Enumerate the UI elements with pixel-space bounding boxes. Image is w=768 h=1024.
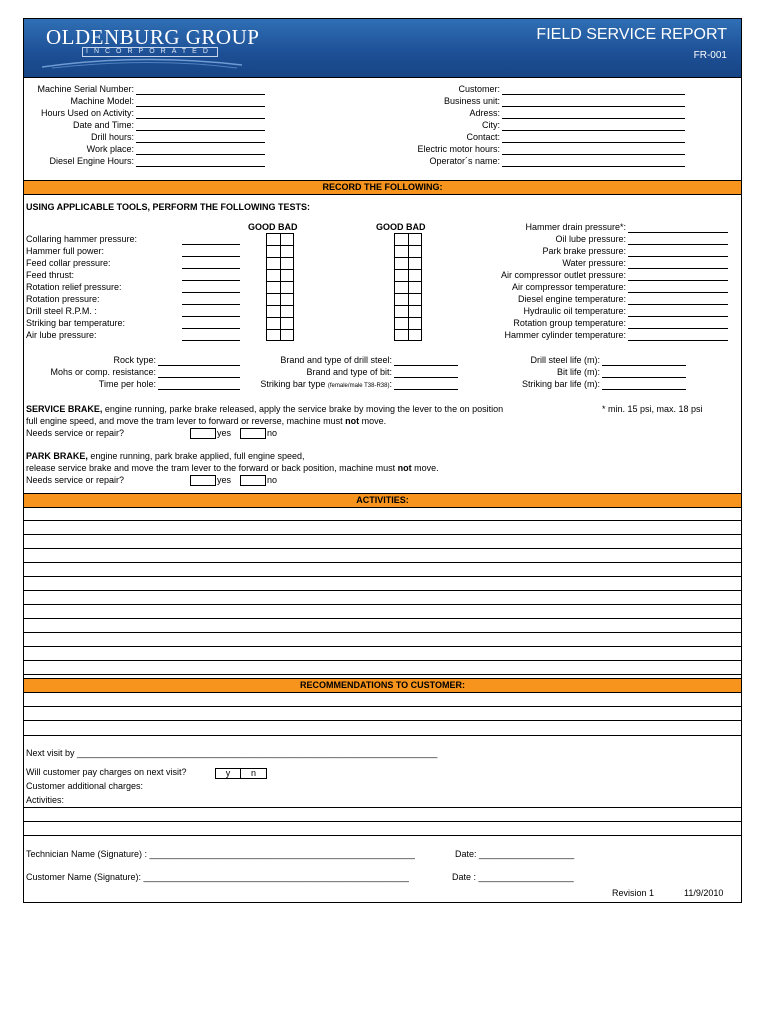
bit-brand-field[interactable] <box>394 377 458 378</box>
test-label: Hammer full power: <box>26 246 105 256</box>
test-label: Air compressor outlet pressure: <box>500 270 626 280</box>
field-label: Drill hours: <box>90 132 134 142</box>
pay-charges-yes-checkbox[interactable]: y <box>215 768 241 779</box>
test-value-field[interactable] <box>182 328 240 329</box>
date-time-field[interactable] <box>136 130 265 131</box>
no-label: no <box>267 475 278 485</box>
test-value-field[interactable] <box>182 268 240 269</box>
field-label: Brand and type of bit: <box>306 367 392 377</box>
field-label: Time per hole: <box>98 379 156 389</box>
form-code: FR-001 <box>693 50 727 61</box>
service-brake-yes-checkbox[interactable] <box>190 428 216 439</box>
striking-bar-type-label: Striking bar type (female/male T38-R38): <box>260 379 392 389</box>
test-value-field[interactable] <box>628 268 728 269</box>
test-value-field[interactable] <box>628 316 728 317</box>
field-label: Contact: <box>466 132 500 142</box>
field-label: Striking bar life (m): <box>521 379 600 389</box>
business-unit-field[interactable] <box>502 106 685 107</box>
field-label: Mohs or comp. resistance: <box>50 367 156 377</box>
no-label: no <box>267 428 278 438</box>
company-logo: OLDENBURG GROUP <box>46 25 260 49</box>
field-label: Adress: <box>469 108 500 118</box>
yes-label: yes <box>217 428 232 438</box>
section-recommendations: RECOMMENDATIONS TO CUSTOMER: <box>24 678 741 693</box>
test-value-field[interactable] <box>628 328 728 329</box>
test-label: Hydraulic oil temperature: <box>523 306 626 316</box>
address-field[interactable] <box>502 118 685 119</box>
park-brake-question: Needs service or repair? <box>26 475 125 485</box>
electric-motor-hours-field[interactable] <box>502 154 685 155</box>
field-label: Hours Used on Activity: <box>40 108 134 118</box>
test-label: Feed thrust: <box>26 270 75 280</box>
field-label: Rock type: <box>113 355 156 365</box>
field-label: Customer: <box>458 84 500 94</box>
operator-name-field[interactable] <box>502 166 685 167</box>
park-brake-no-checkbox[interactable] <box>240 475 266 486</box>
test-value-field[interactable] <box>628 280 728 281</box>
field-label: City: <box>482 120 500 130</box>
service-brake-line2: full engine speed, and move the tram lever to forward or reverse, machine must not move. <box>26 416 387 426</box>
good-bad-checkbox-grid[interactable] <box>394 233 422 341</box>
customer-signature-field[interactable]: Customer Name (Signature): _____________________________________________________ <box>26 872 409 882</box>
test-value-field[interactable] <box>182 304 240 305</box>
diesel-hours-field[interactable] <box>136 166 265 167</box>
test-value-field[interactable] <box>628 292 728 293</box>
pay-charges-question: Will customer pay charges on next visit? <box>26 767 187 777</box>
work-place-field[interactable] <box>136 154 265 155</box>
pay-charges-no-checkbox[interactable]: n <box>240 768 267 779</box>
drill-steel-brand-field[interactable] <box>394 365 458 366</box>
good-bad-header: GOOD BAD <box>376 222 426 232</box>
field-label: Machine Serial Number: <box>37 84 134 94</box>
field-service-report-form <box>23 18 742 903</box>
tests-heading: USING APPLICABLE TOOLS, PERFORM THE FOLLOWING TESTS: <box>26 202 311 212</box>
machine-model-field[interactable] <box>136 106 265 107</box>
technician-signature-field[interactable]: Technician Name (Signature) : _____________________________________________________ <box>26 849 415 859</box>
followup-activities-label: Activities: <box>26 795 65 805</box>
test-label: Rotation group temperature: <box>513 318 626 328</box>
field-label: Diesel Engine Hours: <box>49 156 134 166</box>
field-label: Work place: <box>86 144 134 154</box>
field-label: Drill steel life (m): <box>530 355 600 365</box>
test-value-field[interactable] <box>182 280 240 281</box>
park-brake-line2: release service brake and move the tram lever to the forward or back position, machine must not move. <box>26 463 439 473</box>
revision-date: 11/9/2010 <box>684 888 724 898</box>
section-activities: ACTIVITIES: <box>24 493 741 508</box>
park-brake-line1: PARK BRAKE, engine running, park brake applied, full engine speed, <box>26 451 305 461</box>
drill-hours-field[interactable] <box>136 142 265 143</box>
striking-bar-type-field[interactable] <box>394 389 458 390</box>
test-value-field[interactable] <box>628 304 728 305</box>
test-label: Air lube pressure: <box>26 330 97 340</box>
test-label: Striking bar temperature: <box>26 318 126 328</box>
test-label: Collaring hammer pressure: <box>26 234 138 244</box>
test-label: Rotation relief pressure: <box>26 282 122 292</box>
test-value-field[interactable] <box>628 340 728 341</box>
yes-label: yes <box>217 475 232 485</box>
field-label: Business unit: <box>443 96 500 106</box>
technician-date-field[interactable]: Date: ___________________ <box>455 849 575 859</box>
test-label: Hammer cylinder temperature: <box>504 330 626 340</box>
test-label: Feed collar pressure: <box>26 258 111 268</box>
park-brake-yes-checkbox[interactable] <box>190 475 216 486</box>
test-value-field[interactable] <box>182 244 240 245</box>
hours-used-field[interactable] <box>136 118 265 119</box>
pressure-note: * min. 15 psi, max. 18 psi <box>602 404 703 414</box>
revision-label: Revision 1 <box>612 888 655 898</box>
machine-serial-field[interactable] <box>136 94 265 95</box>
drill-steel-life-field[interactable] <box>602 365 686 366</box>
test-value-field[interactable] <box>628 256 728 257</box>
test-value-field[interactable] <box>182 340 240 341</box>
test-label: Oil lube pressure: <box>555 234 626 244</box>
field-label: Bit life (m): <box>556 367 600 377</box>
test-value-field[interactable] <box>182 316 240 317</box>
logo-swoosh-graphic <box>42 55 242 69</box>
section-record-following: RECORD THE FOLLOWING: <box>24 180 741 195</box>
test-value-field[interactable] <box>628 232 728 233</box>
city-field[interactable] <box>502 130 685 131</box>
report-header <box>24 19 741 78</box>
test-label: Diesel engine temperature: <box>517 294 626 304</box>
test-value-field[interactable] <box>628 244 728 245</box>
next-visit-field[interactable]: Next visit by ________________________________________________________________________ <box>26 748 438 758</box>
service-brake-line1: SERVICE BRAKE, engine running, parke brake released, apply the service brake by moving the lever to the on position <box>26 404 504 414</box>
striking-bar-life-field[interactable] <box>602 389 686 390</box>
bit-life-field[interactable] <box>602 377 686 378</box>
test-label: Hammer drain pressure*: <box>525 222 626 232</box>
field-label: Machine Model: <box>70 96 134 106</box>
additional-charges-label: Customer additional charges: <box>26 781 144 791</box>
test-label: Water pressure: <box>562 258 626 268</box>
contact-field[interactable] <box>502 142 685 143</box>
service-brake-question: Needs service or repair? <box>26 428 125 438</box>
customer-date-field[interactable]: Date : ___________________ <box>452 872 574 882</box>
test-value-field[interactable] <box>182 256 240 257</box>
test-value-field[interactable] <box>182 292 240 293</box>
field-label: Date and Time: <box>72 120 134 130</box>
test-label: Rotation pressure: <box>26 294 100 304</box>
service-brake-no-checkbox[interactable] <box>240 428 266 439</box>
field-label: Operator´s name: <box>429 156 500 166</box>
report-title: FIELD SERVICE REPORT <box>536 26 727 43</box>
field-label: Brand and type of drill steel: <box>280 355 392 365</box>
good-bad-checkbox-grid[interactable] <box>266 233 294 341</box>
test-label: Air compressor temperature: <box>511 282 626 292</box>
company-logo-subtitle: INCORPORATED <box>82 47 218 57</box>
good-bad-header: GOOD BAD <box>248 222 298 232</box>
customer-field[interactable] <box>502 94 685 95</box>
test-label: Park brake pressure: <box>542 246 626 256</box>
field-label: Electric motor hours: <box>417 144 500 154</box>
test-label: Drill steel R.P.M. : <box>26 306 97 316</box>
